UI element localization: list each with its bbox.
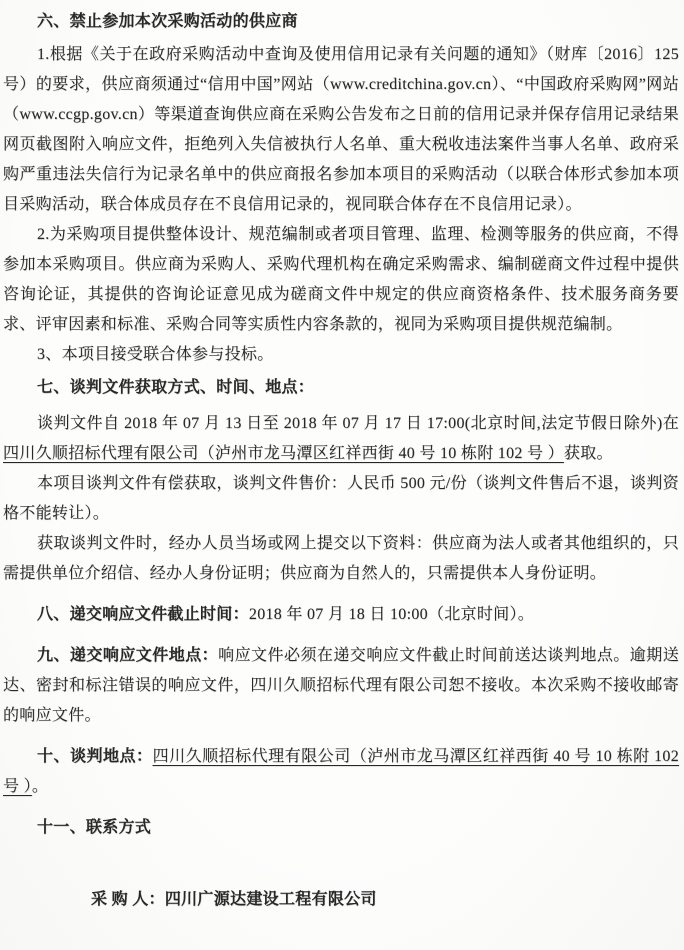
section-6-para-consortium: 3、本项目接受联合体参与投标。: [37, 346, 274, 363]
section-8-deadline-line: [3, 600, 679, 630]
section-6-para-design-services: 2.为采购项目提供整体设计、规范编制或者项目管理、监理、检测等服务的供应商，不得参加本采购项目。供应商为采购人、采购代理机构在确定采购需求、编制磋商文件过程中提供咨询论证，其提供的咨询论证意见成为磋商文件中规定的供应商资格条件、技术服务商务要求、评审因素和标准、采购合同等实质性内容条款的，视同为采购项目提供规范编制。: [3, 226, 679, 333]
section-11-heading: 十一、联系方式: [37, 819, 152, 836]
section-9-para-delivery: [3, 641, 679, 731]
buyer-name: 四川广源达建设工程有限公司: [164, 891, 377, 908]
buyer-label: 采 购 人：: [91, 891, 165, 908]
venue-address-underlined: 四川久顺招标代理有限公司（泸州市龙马潭区红祥西街 40 号 10 栋附 102 号 ）: [3, 748, 679, 795]
section-7-para-price: 本项目谈判文件有偿获取，谈判文件售价：人民币 500 元/份（谈判文件售后不退，谈判资格不能转让）。: [3, 475, 679, 522]
section-7-para-obtain: [3, 409, 679, 469]
section-9-label: 九、递交响应文件地点：: [37, 647, 219, 664]
obtain-suffix-text: 获取。: [563, 445, 613, 462]
agency-address-underlined: 四川久顺招标代理有限公司（泸州市龙马潭区红祥西街 40 号 10 栋附 102 号 ）: [3, 445, 564, 462]
section-9-delivery-text: 响应文件必须在递交响应文件截止时间前送达谈判地点。逾期送达、密封和标注错误的响应文件，四川久顺招标代理有限公司恕不接收。本次采购不接收邮寄的响应文件。: [3, 647, 679, 724]
section-7-para-materials: 获取谈判文件时，经办人员当场或网上提交以下资料：供应商为法人或者其他组织的，只需提供单位介绍信、经办人身份证明；供应商为自然人的，只需提供本人身份证明。: [3, 535, 679, 582]
section-10-para-venue: [3, 742, 679, 802]
section-8-label: 八、递交响应文件截止时间：: [37, 606, 249, 623]
venue-suffix-text: 。: [31, 778, 49, 795]
section-7-heading: 七、谈判文件获取方式、时间、地点：: [37, 379, 315, 396]
section-6-para-credit-records: 1.根据《关于在政府采购活动中查询及使用信用记录有关问题的通知》（财库〔2016〕125 号）的要求，供应商须通过“信用中国”网站（www.creditchina.gov.cn）、“中国政府采购网”网站（www.ccgp.gov.cn）等渠道查询供应商在采购公告发布之日前的信用记录并保存信用记录结果网页截图附入响应文件，拒绝列入失信被执行人名单、重大税收违法案件当事人名单、政府采购严重违法失信行为记录名单中的供应商报名参加本项目的采购活动（以联合体形式参加本项目采购活动，联合体成员存在不良信用记录的，视同联合体存在不良信用记录）。: [3, 46, 679, 213]
section-6-heading: 六、禁止参加本次采购活动的供应商: [37, 13, 298, 30]
obtain-period-text: 谈判文件自 2018 年 07 月 13 日至 2018 年 07 月 17 日 17:00(北京时间,法定节假日除外)在: [37, 415, 679, 432]
buyer-line: [3, 885, 679, 915]
section-10-label: 十、谈判地点：: [37, 748, 153, 765]
section-8-deadline-value: 2018 年 07 月 18 日 10:00（北京时间）。: [248, 606, 535, 623]
